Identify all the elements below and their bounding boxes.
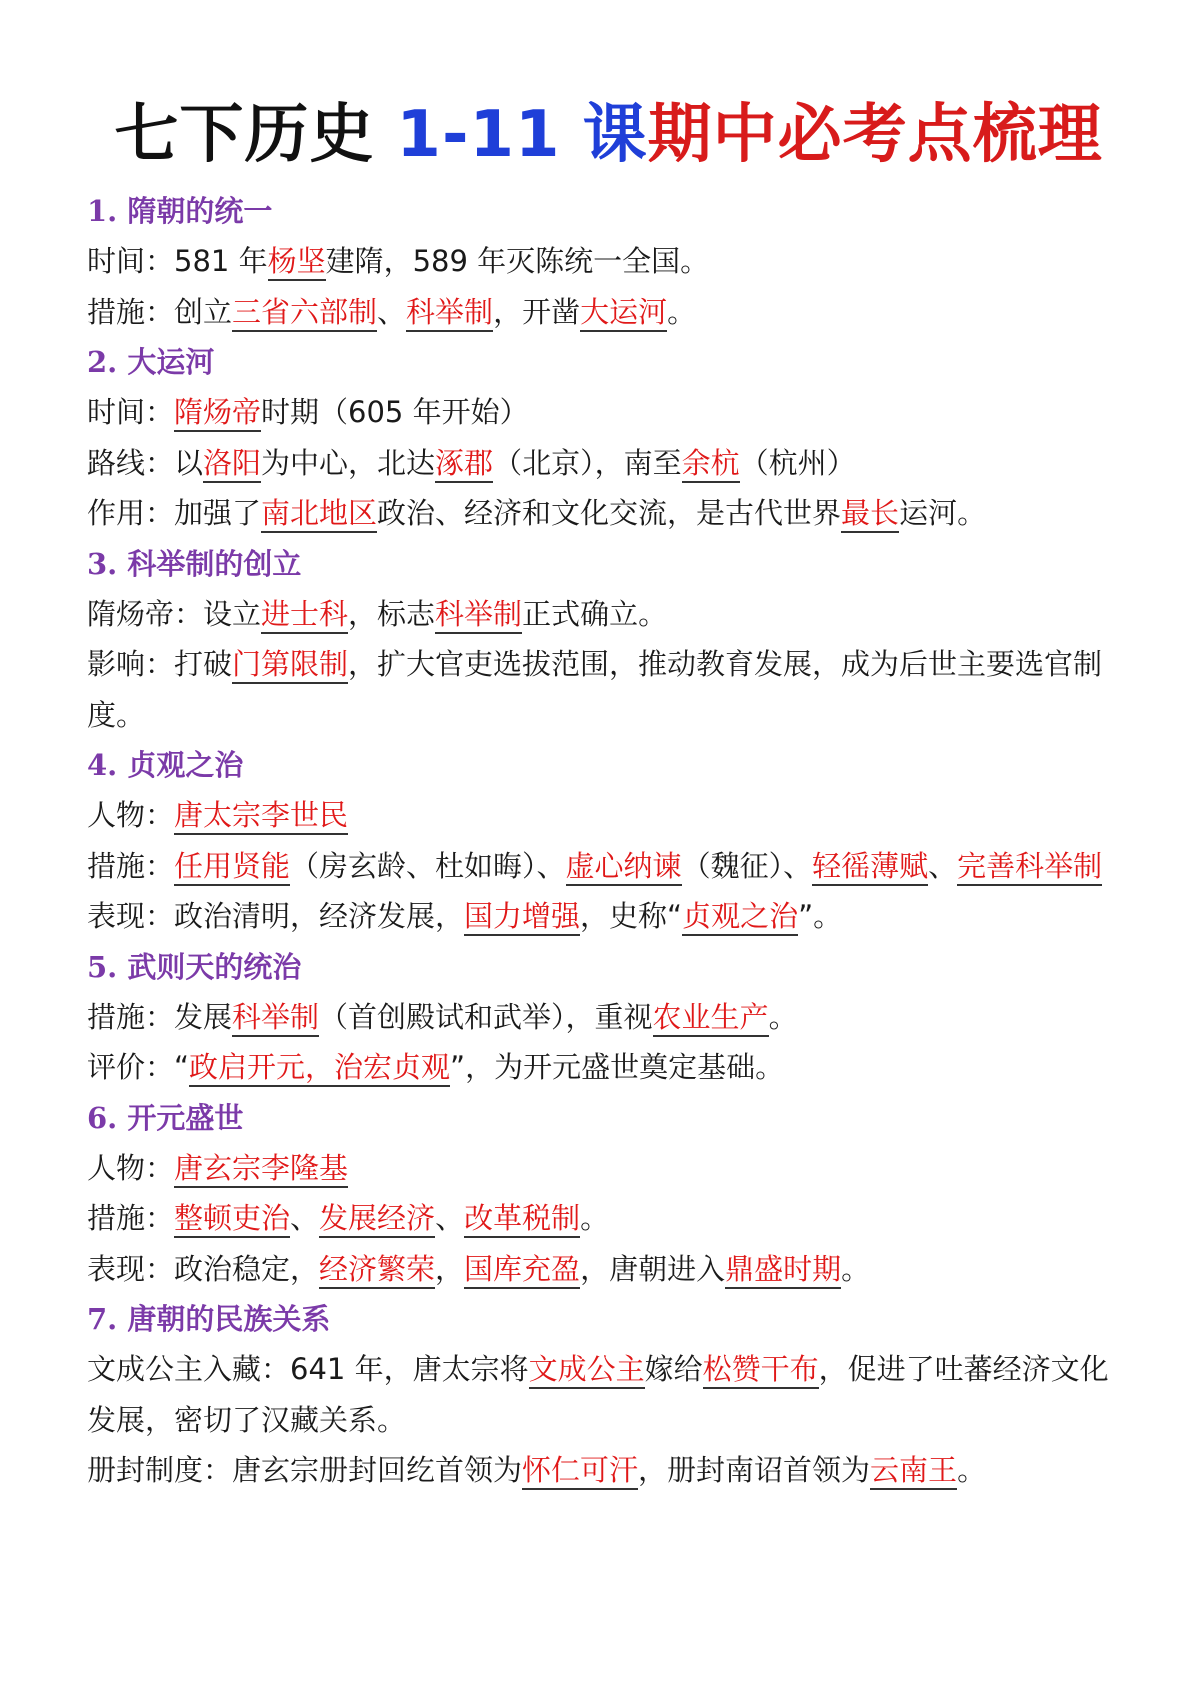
keyword: 完善科举制 [957,849,1102,886]
line-text: 册封制度：唐玄宗册封回纥首领为 [87,1453,523,1487]
keyword: 国库充盈 [464,1252,580,1289]
keyword: 怀仁可汗 [522,1453,638,1490]
line-text: 政治、经济和文化交流，是古代世界 [377,496,842,530]
line-text: ，开凿 [493,294,581,329]
line-text: ，册封南诏首领为 [638,1453,871,1487]
line-text: 隋炀帝：设立 [87,596,262,631]
line-text: 、 [928,848,958,883]
section [87,1294,1130,1496]
keyword: 余杭 [682,446,740,483]
keyword: 门第限制 [232,647,348,684]
content-line [87,488,1130,539]
keyword: 洛阳 [203,446,261,483]
keyword: 云南王 [870,1453,957,1490]
line-text: （北京），南至 [493,445,682,480]
keyword: 鼎盛时期 [725,1252,841,1289]
section [87,337,1130,539]
content-line [87,891,1130,942]
title-part-1: 七下历史 [114,98,375,172]
section-heading: 6. 开元盛世 [87,1100,244,1135]
content-line [87,790,1130,841]
section [87,1093,1130,1295]
content-line [87,438,1130,489]
keyword: 科举制 [406,295,493,332]
content-sections [87,186,1130,1496]
line-text: 运河。 [899,496,987,530]
line-text: 措施： [87,1201,175,1235]
keyword: 南北地区 [261,496,377,533]
content-line [87,1193,1130,1244]
line-text: （魏征）、 [681,848,813,883]
content-line [87,841,1130,892]
line-text: ， [435,1251,465,1286]
line-text: 措施：创立 [87,294,233,329]
line-text: ”。 [798,899,843,933]
keyword: 进士科 [261,597,348,634]
keyword: 虚心纳谏 [566,849,682,886]
section [87,186,1130,337]
keyword: 经济繁荣 [319,1252,435,1289]
line-text: （房玄龄、杜如晦）、 [290,848,566,883]
keyword: 最长 [841,496,899,533]
keyword: 贞观之治 [682,899,798,936]
line-text: 评价：“ [87,1050,190,1084]
section-heading: 1. 隋朝的统一 [87,194,273,228]
title-part-4: 期中必考点梳理 [647,98,1103,172]
keyword: 大运河 [580,295,667,332]
keyword: 唐太宗李世民 [174,798,348,835]
line-text: 影响：打破 [87,647,233,681]
line-text: 表现：政治稳定， [87,1251,320,1286]
line-text: 正式确立。 [522,596,668,631]
keyword: 科举制 [232,1000,319,1037]
keyword: 轻徭薄赋 [812,849,928,886]
line-text: 、 [435,1201,465,1235]
line-text: （首创殿试和武举），重视 [319,999,653,1034]
keyword: 三省六部制 [232,295,377,332]
keyword: 任用贤能 [174,849,290,886]
keyword: 科举制 [435,597,522,634]
content-line [87,1244,1130,1295]
keyword: 杨坚 [268,244,326,281]
keyword: 国力增强 [464,899,580,936]
line-text: 为中心，北达 [261,445,436,480]
keyword: 松赞干布 [703,1352,819,1389]
line-text: 时期（605 年开始） [261,395,529,429]
line-text: ，史称“ [580,899,683,933]
line-text: 路线：以 [87,445,204,480]
keyword: 农业生产 [653,1000,769,1037]
title-part-3: 课 [582,98,648,172]
page-title [87,92,1130,178]
line-text: 文成公主入藏：641 年，唐太宗将 [87,1352,529,1386]
keyword: 改革税制 [464,1201,580,1238]
keyword: 隋炀帝 [174,395,261,432]
keyword: 发展经济 [319,1201,435,1238]
line-text: ，唐朝进入 [580,1251,726,1286]
content-line [87,1445,1130,1496]
content-line [87,1143,1130,1194]
line-text: ”，为开元盛世奠定基础。 [450,1050,785,1084]
section-heading: 5. 武则天的统治 [87,949,302,984]
line-text: 。 [768,999,798,1034]
line-text: 时间：581 年 [87,244,268,278]
title-part-2: 1-11 [396,98,561,172]
section-heading: 7. 唐朝的民族关系 [87,1302,331,1336]
line-text: 。 [580,1201,610,1235]
section-heading: 2. 大运河 [87,345,215,379]
line-text: 时间： [87,395,175,429]
line-text: 。 [667,294,697,329]
section-heading: 3. 科举制的创立 [87,546,302,581]
line-text: （杭州） [739,445,856,480]
keyword: 文成公主 [529,1352,645,1389]
line-text: 、 [290,1201,320,1235]
line-text: 人物： [87,798,175,832]
keyword: 涿郡 [435,446,493,483]
line-text: 、 [377,294,407,329]
keyword: 政启开元，治宏贞观 [189,1050,450,1087]
section [87,942,1130,1093]
keyword: 整顿吏治 [174,1201,290,1238]
line-text: 。 [957,1453,987,1487]
content-line [87,639,1130,740]
section-heading: 4. 贞观之治 [87,748,244,782]
line-text: 表现：政治清明，经济发展， [87,899,465,933]
content-line [87,1042,1130,1093]
content-line [87,287,1130,338]
content-line [87,236,1130,287]
section [87,539,1130,741]
line-text: 作用：加强了 [87,496,262,530]
line-text: ，促进了吐蕃经济文化发展，密切了汉藏关系。 [87,1352,1109,1437]
line-text: 人物： [87,1150,175,1185]
line-text: 。 [841,1251,871,1286]
line-text: ，标志 [348,596,436,631]
line-text: 建隋，589 年灭陈统一全国。 [325,244,710,278]
line-text: 措施：发展 [87,999,233,1034]
content-line [87,387,1130,438]
line-text: 嫁给 [644,1352,703,1386]
content-line [87,992,1130,1043]
line-text: 措施： [87,848,175,883]
content-line [87,1344,1130,1445]
section [87,740,1130,942]
content-line [87,589,1130,640]
line-text: ，扩大官吏选拔范围，推动教育发展，成为后世主要选官制度。 [87,647,1103,732]
keyword: 唐玄宗李隆基 [174,1151,348,1188]
